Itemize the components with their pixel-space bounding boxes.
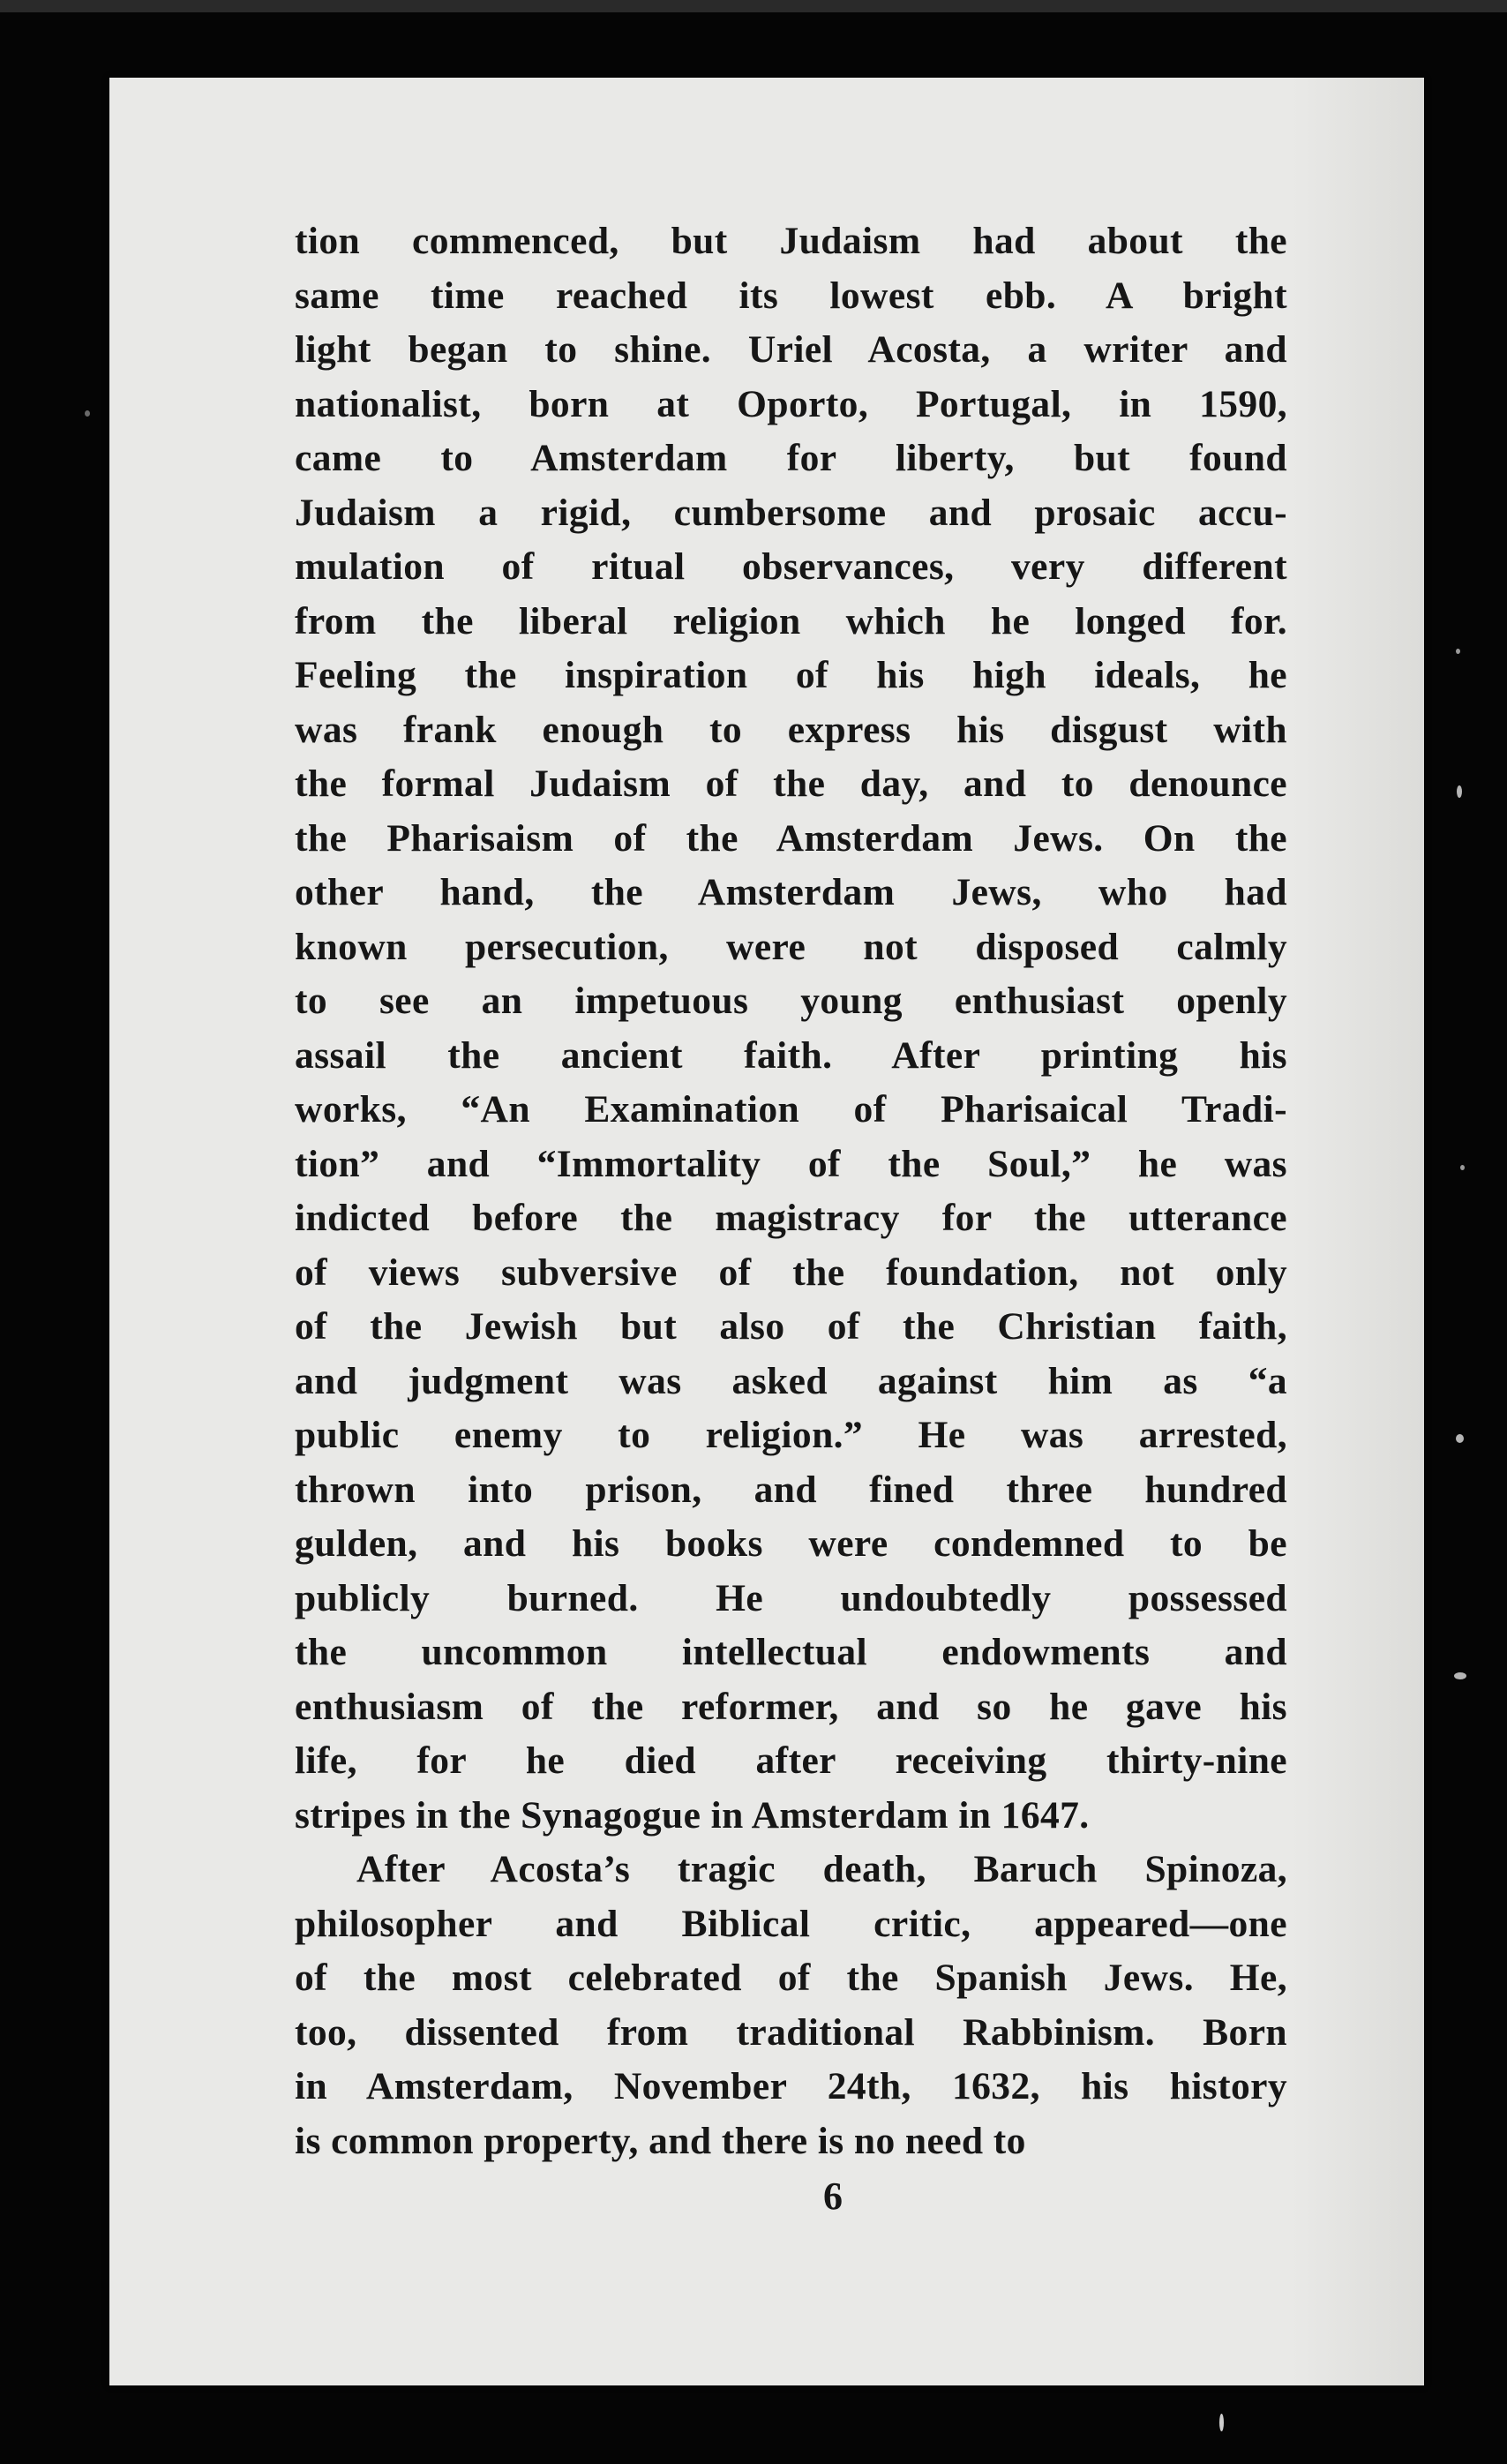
text-line: other hand, the Amsterdam Jews, who had xyxy=(295,871,1287,913)
page-number: 6 xyxy=(823,2175,843,2218)
text-line: life, for he died after receiving thirty-nine xyxy=(295,1739,1287,1782)
text-line: philosopher and Biblical critic, appeared—one xyxy=(295,1902,1287,1945)
text-line: too, dissented from traditional Rabbinism. Born xyxy=(295,2010,1287,2054)
text-line: was frank enough to express his disgust with xyxy=(295,708,1287,751)
page-edge-shade xyxy=(1292,78,1424,2385)
text-line: publicly burned. He undoubtedly possessed xyxy=(295,1576,1287,1619)
text-line: public enemy to religion.” He was arrested, xyxy=(295,1414,1287,1456)
paragraph xyxy=(295,1843,1287,2168)
text-line: the Pharisaism of the Amsterdam Jews. On the xyxy=(295,816,1287,860)
text-line: of views subversive of the foundation, not only xyxy=(295,1251,1287,1294)
text-line: works, “An Examination of Pharisaical Tradi- xyxy=(295,1088,1287,1131)
text-line: in Amsterdam, November 24th, 1632, his history xyxy=(295,2065,1287,2107)
text-line: of the Jewish but also of the Christian faith, xyxy=(295,1305,1287,1348)
paragraph-container xyxy=(295,214,1287,2168)
text-line: gulden, and his books were condemned to be xyxy=(295,1522,1287,1565)
scan-speck xyxy=(1456,649,1460,654)
text-line: tion” and “Immortality of the Soul,” he was xyxy=(295,1142,1287,1185)
text-line: indicted before the magistracy for the utterance xyxy=(295,1197,1287,1239)
scan-speck xyxy=(1454,1672,1466,1679)
text-line: came to Amsterdam for liberty, but found xyxy=(295,437,1287,479)
text-line: stripes in the Synagogue in Amsterdam in 1647. xyxy=(295,1793,1090,1837)
text-line: from the liberal religion which he longed for. xyxy=(295,599,1287,642)
text-line: mulation of ritual observances, very different xyxy=(295,545,1287,588)
scan-speck xyxy=(1460,1165,1465,1170)
text-line: tion commenced, but Judaism had about the xyxy=(295,220,1287,262)
text-line: of the most celebrated of the Spanish Jews. He, xyxy=(295,1957,1287,1999)
text-line: same time reached its lowest ebb. A bright xyxy=(295,274,1287,317)
text-line: and judgment was asked against him as “a xyxy=(295,1359,1287,1402)
paragraph xyxy=(295,214,1287,1843)
text-line: the formal Judaism of the day, and to denounce xyxy=(295,762,1287,805)
text-line: assail the ancient faith. After printing his xyxy=(295,1033,1287,1077)
text-line: known persecution, were not disposed calmly xyxy=(295,925,1287,968)
text-line: is common property, and there is no need to xyxy=(295,2119,1026,2162)
body-text xyxy=(295,214,1287,2168)
scan-speck xyxy=(1457,785,1462,798)
scan-top-edge xyxy=(0,0,1507,12)
text-line: to see an impetuous young enthusiast openly xyxy=(295,980,1287,1022)
book-page xyxy=(109,78,1424,2385)
text-line: Feeling the inspiration of his high ideals, he xyxy=(295,654,1287,696)
scan-speck xyxy=(1219,2414,1224,2431)
scan-speck xyxy=(85,410,90,417)
text-line: enthusiasm of the reformer, and so he gave his xyxy=(295,1685,1287,1728)
text-line: After Acosta’s tragic death, Baruch Spinoza, xyxy=(356,1848,1287,1890)
text-line: Judaism a rigid, cumbersome and prosaic accu- xyxy=(295,491,1287,534)
text-line: nationalist, born at Oporto, Portugal, in 1590, xyxy=(295,382,1287,425)
text-line: the uncommon intellectual endowments and xyxy=(295,1631,1287,1673)
scan-speck xyxy=(1456,1434,1464,1443)
text-line: thrown into prison, and fined three hundred xyxy=(295,1468,1287,1511)
text-line: light began to shine. Uriel Acosta, a writer and xyxy=(295,328,1287,371)
